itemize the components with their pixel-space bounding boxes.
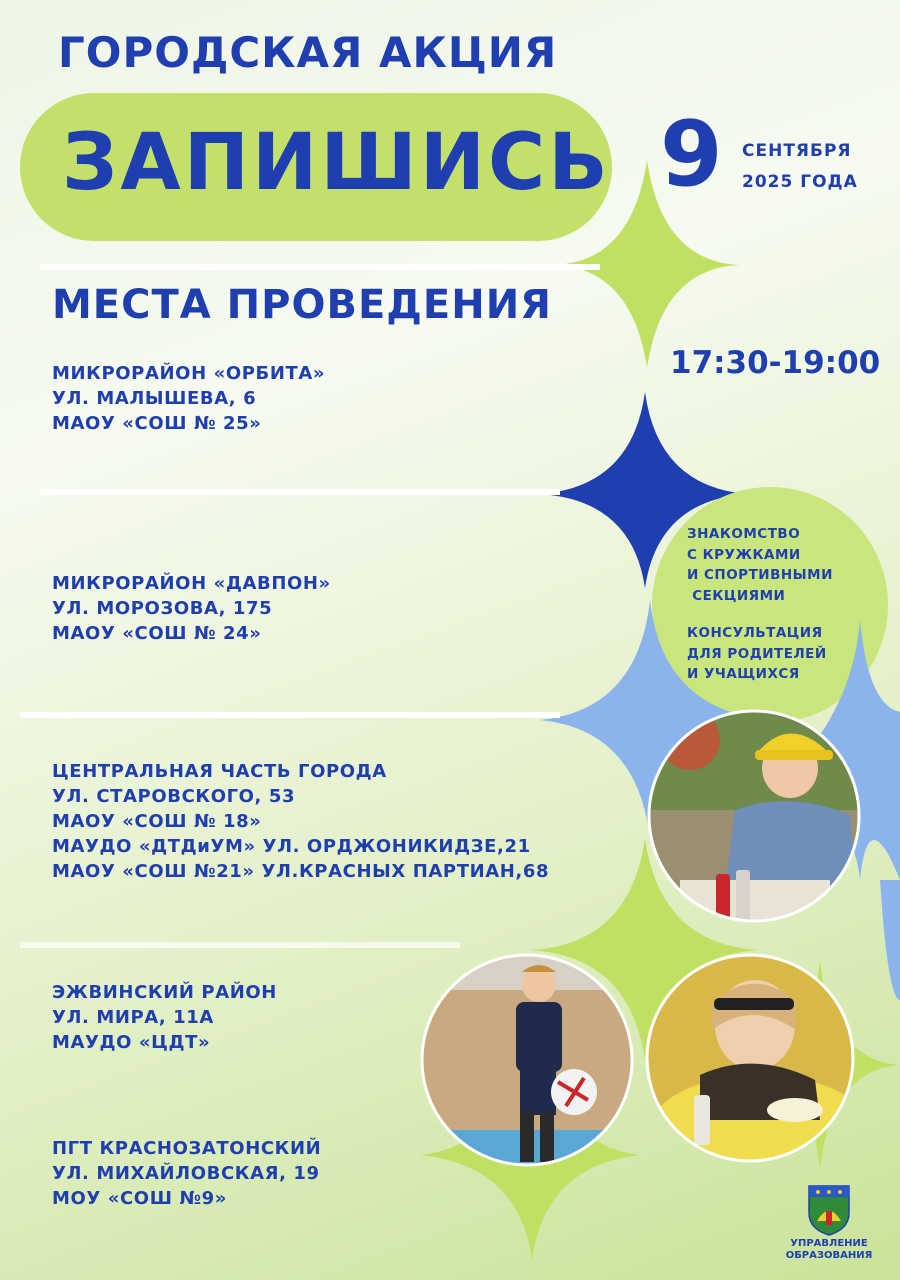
location-line: ПГТ КРАСНОЗАТОНСКИЙ bbox=[52, 1138, 322, 1159]
divider bbox=[20, 712, 560, 718]
location-line: МАОУ «СОШ №21» УЛ.КРАСНЫХ ПАРТИАН,68 bbox=[52, 861, 550, 882]
location-line: МАУДО «ДТДиУМ» УЛ. ОРДЖОНИКИДЗЕ,21 bbox=[52, 836, 531, 857]
date-day: 9 bbox=[660, 102, 723, 207]
event-time: 17:30-19:00 bbox=[670, 345, 881, 381]
campaign-title: ГОРОДСКАЯ АКЦИЯ bbox=[58, 28, 558, 77]
location-line: МАУДО «ЦДТ» bbox=[52, 1032, 211, 1053]
location-block bbox=[52, 1136, 321, 1211]
activity-line: ДЛЯ РОДИТЕЛЕЙ bbox=[687, 645, 827, 662]
date-year: 2025 ГОДА bbox=[742, 172, 858, 192]
location-line: МАОУ «СОШ № 25» bbox=[52, 413, 262, 434]
location-line: УЛ. МИРА, 11А bbox=[52, 1007, 214, 1028]
divider bbox=[40, 489, 560, 495]
activity-line: С КРУЖКАМИ bbox=[687, 546, 801, 563]
date-month-year bbox=[742, 136, 858, 198]
coat-of-arms-icon bbox=[806, 1183, 852, 1237]
activity-line: КОНСУЛЬТАЦИЯ bbox=[687, 625, 823, 641]
divider bbox=[40, 264, 600, 270]
location-line: ЦЕНТРАЛЬНАЯ ЧАСТЬ ГОРОДА bbox=[52, 761, 387, 782]
activity-line: И УЧАЩИХСЯ bbox=[687, 666, 800, 682]
location-block bbox=[52, 980, 277, 1055]
location-line: МИКРОРАЙОН «ОРБИТА» bbox=[52, 363, 326, 384]
location-block bbox=[52, 571, 331, 646]
location-line: МАОУ «СОШ № 24» bbox=[52, 623, 262, 644]
photo-boy-ball bbox=[410, 950, 650, 1170]
logo-label-line: УПРАВЛЕНИЕ bbox=[790, 1238, 868, 1249]
location-block bbox=[52, 759, 549, 884]
activity-block bbox=[687, 623, 827, 685]
section-title: МЕСТА ПРОВЕДЕНИЯ bbox=[52, 282, 552, 328]
location-line: УЛ. МОРОЗОВА, 175 bbox=[52, 598, 273, 619]
logo-label-line: ОБРАЗОВАНИЯ bbox=[785, 1250, 873, 1261]
date-month: СЕНТЯБРЯ bbox=[742, 141, 852, 161]
activity-line: СЕКЦИЯМИ bbox=[687, 587, 786, 604]
divider bbox=[20, 942, 460, 948]
photo-girl-crafts bbox=[640, 700, 870, 930]
hero-text: ЗАПИШИСЬ bbox=[62, 118, 611, 208]
logo-label bbox=[784, 1238, 874, 1262]
activity-line: И СПОРТИВНЫМИ bbox=[687, 567, 833, 583]
location-line: УЛ. СТАРОВСКОГО, 53 bbox=[52, 786, 296, 807]
activity-line: ЗНАКОМСТВО bbox=[687, 526, 801, 542]
location-line: МИКРОРАЙОН «ДАВПОН» bbox=[52, 573, 331, 594]
photo-girl-headband bbox=[640, 950, 870, 1185]
location-line: МАОУ «СОШ № 18» bbox=[52, 811, 262, 832]
location-line: УЛ. МИХАЙЛОВСКАЯ, 19 bbox=[52, 1163, 320, 1184]
location-block bbox=[52, 361, 325, 436]
location-line: УЛ. МАЛЫШЕВА, 6 bbox=[52, 388, 257, 409]
activity-block bbox=[687, 524, 833, 606]
location-line: ЭЖВИНСКИЙ РАЙОН bbox=[52, 982, 277, 1003]
location-line: МОУ «СОШ №9» bbox=[52, 1188, 228, 1209]
